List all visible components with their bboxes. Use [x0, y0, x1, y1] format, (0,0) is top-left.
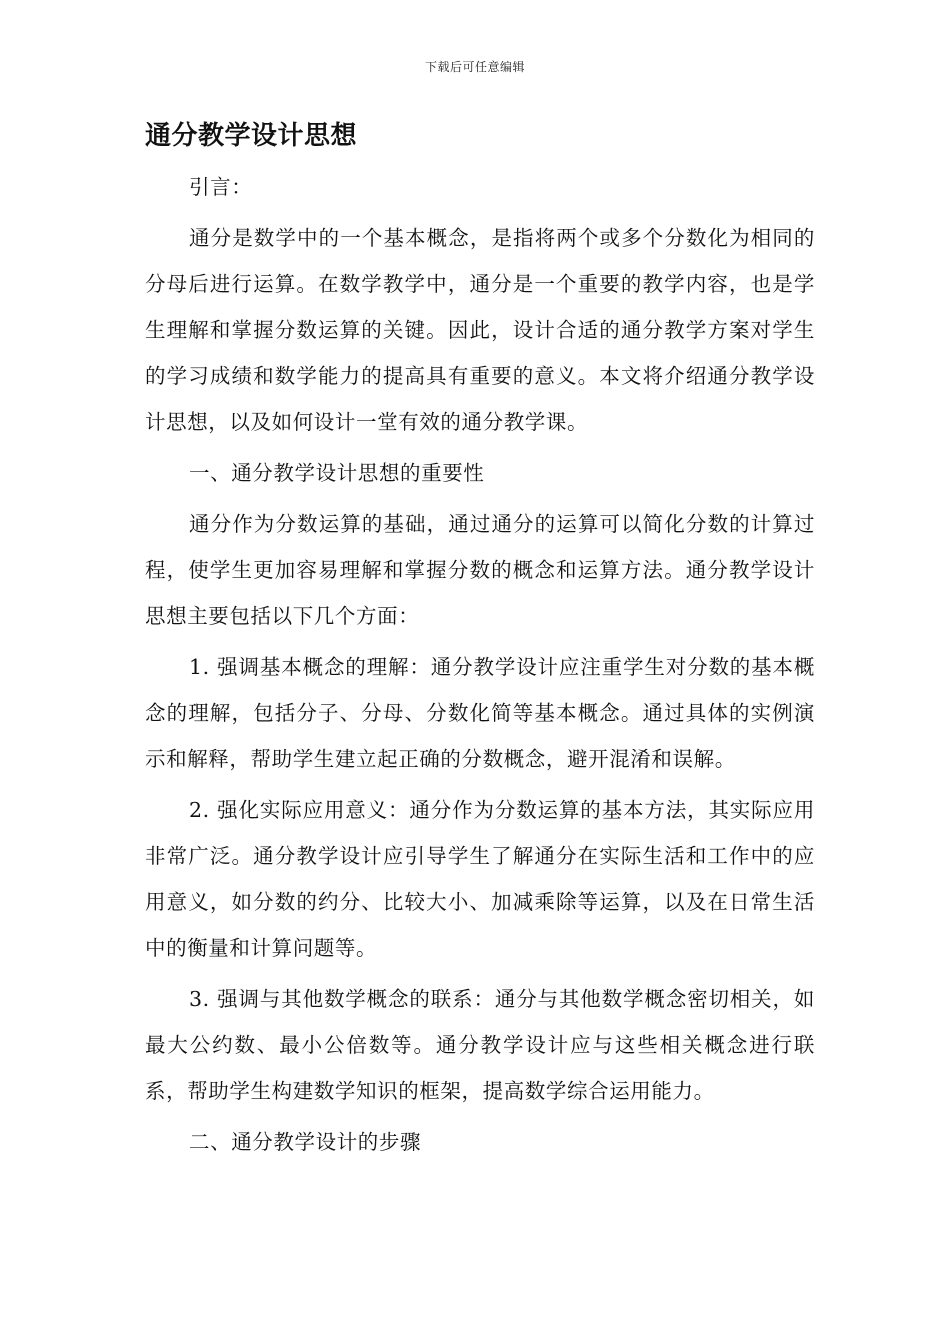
intro-paragraph: 通分是数学中的一个基本概念，是指将两个或多个分数化为相同的分母后进行运算。在数学教学中，通分是一个重要的教学内容，也是学生理解和掌握分数运算的关键。因此，设计合适的通分教学方案对学生的学习成绩和数学能力的提高具有重要的意义。本文将介绍通分教学设计思想，以及如何设计一堂有效的通分教学课。 [145, 226, 815, 434]
document-body [145, 116, 815, 1165]
section-1-paragraph: 通分作为分数运算的基础，通过通分的运算可以简化分数的计算过程，使学生更加容易理解和掌握分数的概念和运算方法。通分教学设计思想主要包括以下几个方面： [145, 512, 815, 628]
point-2-paragraph: 2. 强化实际应用意义：通分作为分数运算的基本方法，其实际应用非常广泛。通分教学设计应引导学生了解通分在实际生活和工作中的应用意义，如分数的约分、比较大小、加减乘除等运算，以及在日常生活中的衡量和计算问题等。 [145, 798, 815, 960]
point-1-paragraph: 1. 强调基本概念的理解：通分教学设计应注重学生对分数的基本概念的理解，包括分子、分母、分数化简等基本概念。通过具体的实例演示和解释，帮助学生建立起正确的分数概念，避开混淆和误解。 [145, 655, 815, 771]
header-note: 下载后可任意编辑 [424, 60, 525, 74]
point-3-paragraph: 3. 强调与其他数学概念的联系：通分与其他数学概念密切相关，如最大公约数、最小公倍数等。通分教学设计应与这些相关概念进行联系，帮助学生构建数学知识的框架，提高数学综合运用能力。 [145, 987, 815, 1103]
document-title: 通分教学设计思想 [145, 121, 358, 151]
section-2-heading: 二、通分教学设计的步骤 [189, 1130, 422, 1154]
section-1-heading: 一、通分教学设计思想的重要性 [189, 461, 485, 485]
intro-label: 引言： [189, 175, 253, 199]
